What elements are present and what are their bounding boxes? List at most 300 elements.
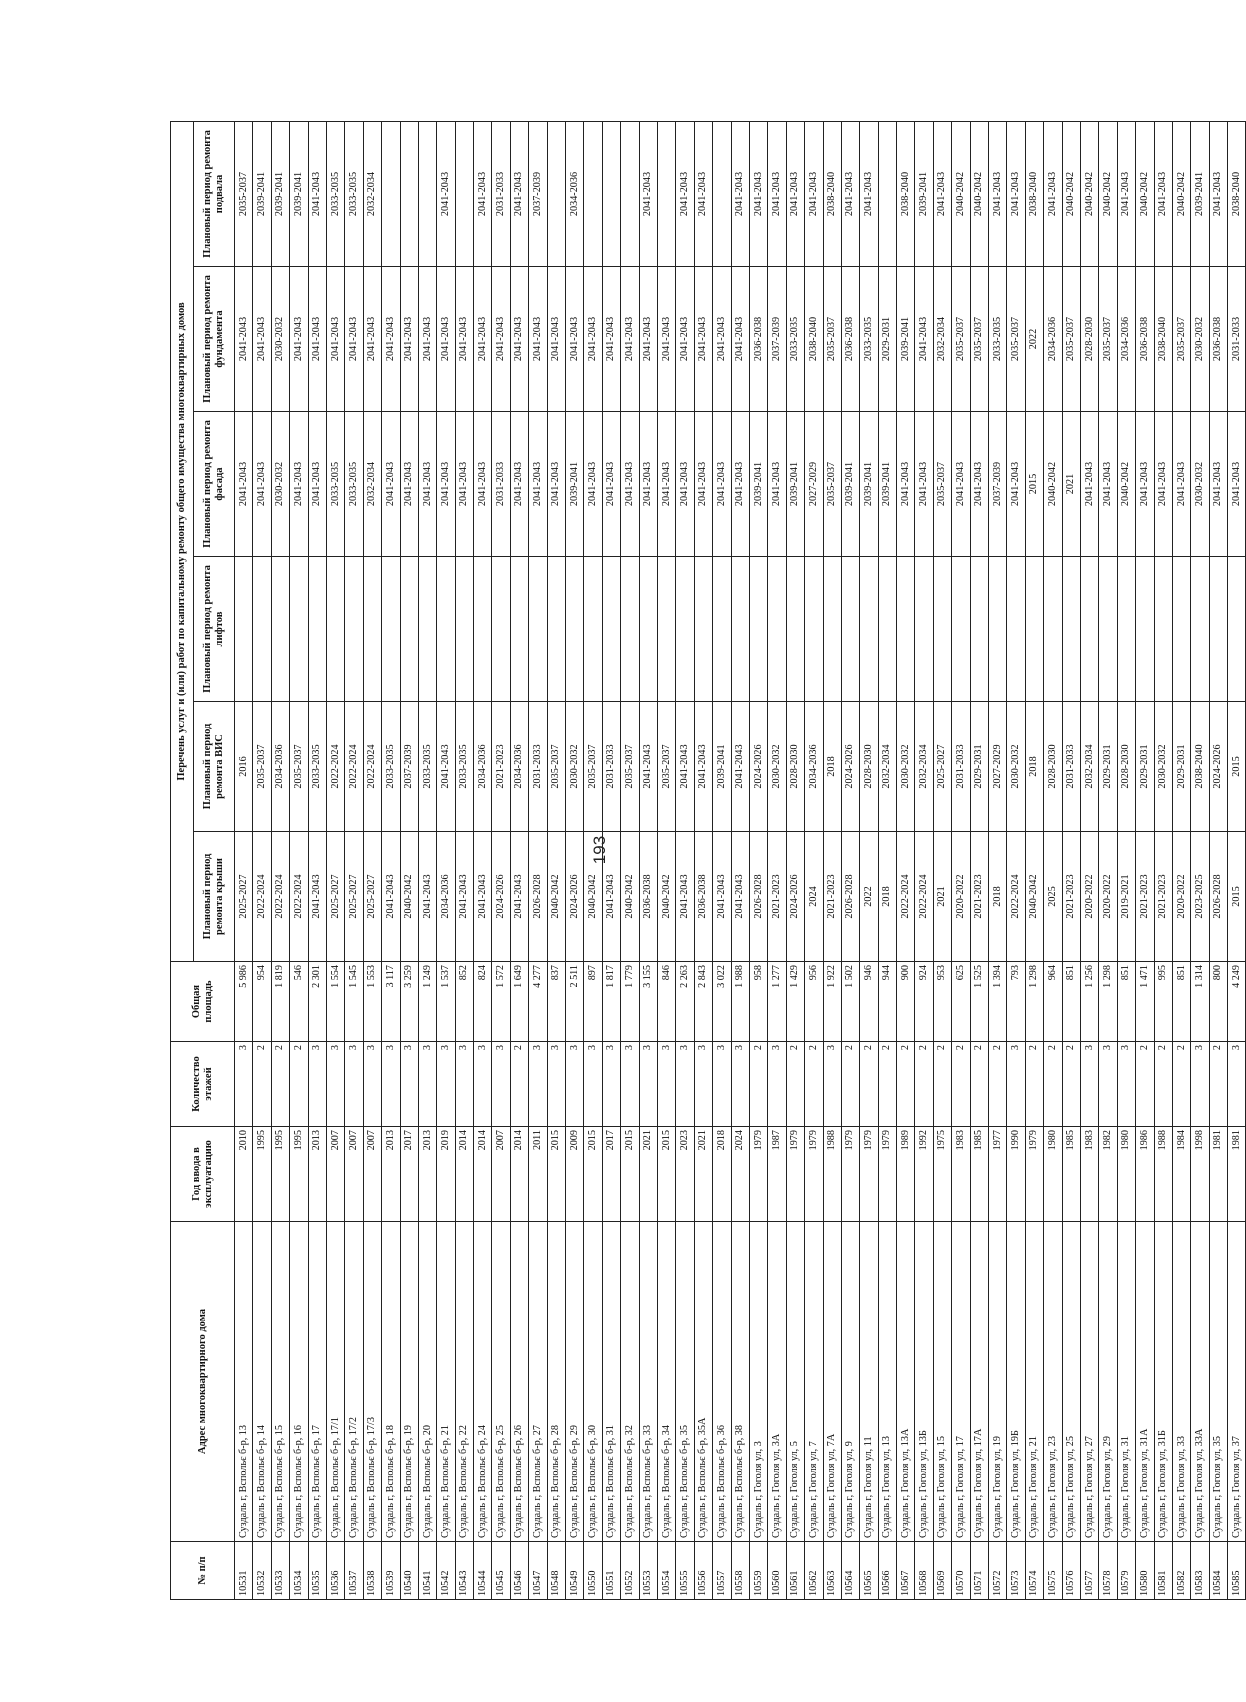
cell-area: 851 xyxy=(1172,962,1190,1042)
cell-floors: 2 xyxy=(989,1042,1007,1127)
cell-roof: 2024-2026 xyxy=(786,832,804,962)
cell-floors: 3 xyxy=(235,1042,253,1127)
cell-area: 1 471 xyxy=(1136,962,1154,1042)
cell-lift xyxy=(290,557,308,702)
cell-basement: 2041-2043 xyxy=(308,121,326,266)
cell-floors: 3 xyxy=(308,1042,326,1127)
cell-address: Суздаль г, Гоголя ул, 3 xyxy=(749,1222,767,1542)
cell-vis: 2041-2043 xyxy=(437,702,455,832)
cell-num: 10550 xyxy=(584,1542,602,1600)
cell-floors: 3 xyxy=(1191,1042,1209,1127)
cell-basement: 2041-2043 xyxy=(1007,121,1025,266)
cell-facade: 2041-2043 xyxy=(1228,412,1246,557)
cell-num: 10580 xyxy=(1136,1542,1154,1600)
cell-facade: 2041-2043 xyxy=(952,412,970,557)
cell-lift xyxy=(566,557,584,702)
cell-foundation: 2031-2033 xyxy=(1228,267,1246,412)
cell-floors: 2 xyxy=(1062,1042,1080,1127)
table-row xyxy=(474,121,492,1599)
cell-facade: 2041-2043 xyxy=(1172,412,1190,557)
cell-num: 10570 xyxy=(952,1542,970,1600)
cell-area: 1 298 xyxy=(1025,962,1043,1042)
cell-year: 2017 xyxy=(602,1127,620,1222)
cell-foundation: 2033-2035 xyxy=(860,267,878,412)
cell-floors: 3 xyxy=(713,1042,731,1127)
header-basement: Плановый период ремонта подвала xyxy=(194,121,235,266)
cell-roof: 2026-2028 xyxy=(749,832,767,962)
cell-facade: 2041-2043 xyxy=(437,412,455,557)
cell-area: 2 511 xyxy=(566,962,584,1042)
cell-roof: 2022-2024 xyxy=(271,832,289,962)
cell-basement: 2041-2043 xyxy=(676,121,694,266)
cell-basement: 2031-2033 xyxy=(492,121,510,266)
cell-facade: 2041-2043 xyxy=(253,412,271,557)
cell-num: 10536 xyxy=(326,1542,344,1600)
cell-area: 897 xyxy=(584,962,602,1042)
cell-address: Суздаль г, Вспольє б-р, 14 xyxy=(253,1222,271,1542)
cell-foundation: 2041-2043 xyxy=(345,267,363,412)
cell-address: Суздаль г, Вспольє б-р, 35 xyxy=(676,1222,694,1542)
cell-lift xyxy=(860,557,878,702)
cell-floors: 3 xyxy=(731,1042,749,1127)
cell-lift xyxy=(1209,557,1227,702)
cell-basement xyxy=(878,121,896,266)
cell-floors: 3 xyxy=(529,1042,547,1127)
cell-lift xyxy=(749,557,767,702)
cell-foundation: 2038-2040 xyxy=(805,267,823,412)
cell-basement: 2033-2035 xyxy=(326,121,344,266)
cell-address: Суздаль г, Вспольє б-р, 22 xyxy=(455,1222,473,1542)
cell-year: 2018 xyxy=(713,1127,731,1222)
cell-vis: 2041-2043 xyxy=(676,702,694,832)
cell-vis: 2033-2035 xyxy=(418,702,436,832)
cell-foundation: 2041-2043 xyxy=(382,267,400,412)
cell-lift xyxy=(1044,557,1062,702)
cell-vis: 2034-2036 xyxy=(271,702,289,832)
cell-foundation: 2041-2043 xyxy=(474,267,492,412)
cell-floors: 3 xyxy=(437,1042,455,1127)
cell-foundation: 2041-2043 xyxy=(639,267,657,412)
cell-num: 10577 xyxy=(1080,1542,1098,1600)
cell-floors: 3 xyxy=(1007,1042,1025,1127)
cell-floors: 3 xyxy=(418,1042,436,1127)
cell-num: 10535 xyxy=(308,1542,326,1600)
cell-lift xyxy=(492,557,510,702)
cell-area: 1 779 xyxy=(621,962,639,1042)
cell-facade: 2041-2043 xyxy=(400,412,418,557)
header-lift: Плановый период ремонта лифтов xyxy=(194,557,235,702)
cell-facade: 2027-2029 xyxy=(805,412,823,557)
cell-year: 2013 xyxy=(382,1127,400,1222)
table-row xyxy=(400,121,418,1599)
cell-num: 10532 xyxy=(253,1542,271,1600)
cell-roof: 2022 xyxy=(860,832,878,962)
cell-roof: 2021-2023 xyxy=(1154,832,1172,962)
cell-year: 2007 xyxy=(345,1127,363,1222)
cell-year: 2014 xyxy=(455,1127,473,1222)
cell-basement: 2041-2043 xyxy=(768,121,786,266)
cell-num: 10544 xyxy=(474,1542,492,1600)
cell-num: 10561 xyxy=(786,1542,804,1600)
cell-foundation: 2041-2043 xyxy=(326,267,344,412)
cell-foundation: 2035-2037 xyxy=(1062,267,1080,412)
table-row xyxy=(566,121,584,1599)
cell-address: Суздаль г, Гоголя ул, 5 xyxy=(786,1222,804,1542)
cell-num: 10560 xyxy=(768,1542,786,1600)
cell-floors: 3 xyxy=(602,1042,620,1127)
cell-year: 1995 xyxy=(290,1127,308,1222)
cell-facade: 2030-2032 xyxy=(271,412,289,557)
cell-foundation: 2041-2043 xyxy=(290,267,308,412)
cell-lift xyxy=(437,557,455,702)
cell-address: Суздаль г, Гоголя ул, 37 xyxy=(1228,1222,1246,1542)
cell-foundation: 2035-2037 xyxy=(970,267,988,412)
cell-roof: 2021-2023 xyxy=(823,832,841,962)
cell-year: 1979 xyxy=(805,1127,823,1222)
table-row xyxy=(308,121,326,1599)
cell-num: 10558 xyxy=(731,1542,749,1600)
table-row xyxy=(860,121,878,1599)
cell-vis: 2028-2030 xyxy=(786,702,804,832)
cell-foundation: 2038-2040 xyxy=(1154,267,1172,412)
cell-vis: 2018 xyxy=(1025,702,1043,832)
table-row xyxy=(363,121,381,1599)
cell-year: 2021 xyxy=(639,1127,657,1222)
cell-vis: 2032-2034 xyxy=(1080,702,1098,832)
cell-address: Суздаль г, Гоголя ул, 19Б xyxy=(1007,1222,1025,1542)
cell-roof: 2025-2027 xyxy=(345,832,363,962)
cell-lift xyxy=(529,557,547,702)
cell-foundation: 2041-2043 xyxy=(621,267,639,412)
cell-facade: 2031-2033 xyxy=(492,412,510,557)
cell-foundation: 2041-2043 xyxy=(676,267,694,412)
cell-lift xyxy=(1154,557,1172,702)
cell-lift xyxy=(805,557,823,702)
cell-floors: 3 xyxy=(657,1042,675,1127)
cell-area: 800 xyxy=(1209,962,1227,1042)
cell-basement: 2041-2043 xyxy=(694,121,712,266)
cell-facade: 2032-2034 xyxy=(363,412,381,557)
cell-year: 2015 xyxy=(547,1127,565,1222)
cell-facade: 2041-2043 xyxy=(1007,412,1025,557)
cell-num: 10578 xyxy=(1099,1542,1117,1600)
cell-vis: 2015 xyxy=(1228,702,1246,832)
cell-year: 1979 xyxy=(749,1127,767,1222)
cell-vis: 2031-2033 xyxy=(602,702,620,832)
cell-roof: 2020-2022 xyxy=(1172,832,1190,962)
cell-foundation: 2032-2034 xyxy=(933,267,951,412)
cell-facade: 2021 xyxy=(1062,412,1080,557)
cell-num: 10569 xyxy=(933,1542,951,1600)
cell-vis: 2028-2030 xyxy=(1117,702,1135,832)
cell-floors: 3 xyxy=(345,1042,363,1127)
cell-basement: 2039-2041 xyxy=(253,121,271,266)
cell-address: Суздаль г, Гоголя ул, 25 xyxy=(1062,1222,1080,1542)
cell-lift xyxy=(1025,557,1043,702)
cell-area: 2 263 xyxy=(676,962,694,1042)
cell-num: 10554 xyxy=(657,1542,675,1600)
cell-roof: 2020-2022 xyxy=(952,832,970,962)
cell-foundation: 2041-2043 xyxy=(694,267,712,412)
table-row xyxy=(602,121,620,1599)
table-row xyxy=(547,121,565,1599)
cell-roof: 2021-2023 xyxy=(1062,832,1080,962)
cell-vis: 2029-2031 xyxy=(1172,702,1190,832)
cell-lift xyxy=(400,557,418,702)
cell-address: Суздаль г, Вспольє б-р, 25 xyxy=(492,1222,510,1542)
cell-num: 10545 xyxy=(492,1542,510,1600)
cell-foundation: 2041-2043 xyxy=(253,267,271,412)
cell-address: Суздаль г, Вспольє б-р, 18 xyxy=(382,1222,400,1542)
cell-basement: 2038-2040 xyxy=(897,121,915,266)
table-row xyxy=(970,121,988,1599)
cell-area: 3 259 xyxy=(400,962,418,1042)
cell-basement: 2039-2041 xyxy=(1191,121,1209,266)
table-row xyxy=(1099,121,1117,1599)
cell-area: 837 xyxy=(547,962,565,1042)
cell-floors: 2 xyxy=(749,1042,767,1127)
header-facade: Плановый период ремонта фасада xyxy=(194,412,235,557)
cell-area: 953 xyxy=(933,962,951,1042)
cell-basement: 2041-2043 xyxy=(1209,121,1227,266)
cell-roof: 2026-2028 xyxy=(841,832,859,962)
cell-facade: 2041-2043 xyxy=(418,412,436,557)
cell-foundation: 2041-2043 xyxy=(915,267,933,412)
cell-foundation: 2041-2043 xyxy=(510,267,528,412)
table-row xyxy=(823,121,841,1599)
cell-lift xyxy=(1007,557,1025,702)
cell-roof: 2026-2028 xyxy=(529,832,547,962)
cell-floors: 3 xyxy=(492,1042,510,1127)
cell-floors: 2 xyxy=(1025,1042,1043,1127)
cell-roof: 2021-2023 xyxy=(768,832,786,962)
table-row xyxy=(1191,121,1209,1599)
cell-facade: 2041-2043 xyxy=(676,412,694,557)
cell-roof: 2041-2043 xyxy=(382,832,400,962)
cell-basement: 2041-2043 xyxy=(510,121,528,266)
cell-num: 10552 xyxy=(621,1542,639,1600)
table-row xyxy=(676,121,694,1599)
header-num: № п/п xyxy=(171,1542,235,1600)
table-row xyxy=(749,121,767,1599)
cell-address: Суздаль г, Гоголя ул, 17 xyxy=(952,1222,970,1542)
cell-roof: 2021-2023 xyxy=(970,832,988,962)
cell-area: 1 545 xyxy=(345,962,363,1042)
table-body xyxy=(235,121,1246,1599)
cell-foundation: 2028-2030 xyxy=(1080,267,1098,412)
cell-floors: 2 xyxy=(860,1042,878,1127)
cell-area: 1 249 xyxy=(418,962,436,1042)
cell-basement: 2039-2041 xyxy=(290,121,308,266)
cell-area: 851 xyxy=(1062,962,1080,1042)
cell-floors: 2 xyxy=(253,1042,271,1127)
cell-num: 10573 xyxy=(1007,1542,1025,1600)
cell-area: 4 249 xyxy=(1228,962,1246,1042)
table-row xyxy=(382,121,400,1599)
cell-roof: 2041-2043 xyxy=(474,832,492,962)
cell-area: 4 277 xyxy=(529,962,547,1042)
cell-floors: 3 xyxy=(1117,1042,1135,1127)
cell-year: 1983 xyxy=(952,1127,970,1222)
cell-foundation: 2041-2043 xyxy=(713,267,731,412)
cell-vis: 2016 xyxy=(235,702,253,832)
cell-foundation: 2030-2032 xyxy=(271,267,289,412)
table-row xyxy=(1228,121,1246,1599)
table-row xyxy=(418,121,436,1599)
cell-lift xyxy=(713,557,731,702)
cell-floors: 3 xyxy=(455,1042,473,1127)
cell-facade: 2039-2041 xyxy=(860,412,878,557)
table-row xyxy=(1117,121,1135,1599)
cell-address: Суздаль г, Гоголя ул, 13 xyxy=(878,1222,896,1542)
header-foundation: Плановый период ремонта фундамента xyxy=(194,267,235,412)
cell-facade: 2041-2043 xyxy=(768,412,786,557)
cell-foundation: 2041-2043 xyxy=(235,267,253,412)
table-row xyxy=(1007,121,1025,1599)
cell-foundation: 2036-2038 xyxy=(841,267,859,412)
cell-roof: 2041-2043 xyxy=(510,832,528,962)
cell-lift xyxy=(786,557,804,702)
cell-basement xyxy=(455,121,473,266)
cell-roof: 2021 xyxy=(933,832,951,962)
cell-facade: 2041-2043 xyxy=(235,412,253,557)
cell-lift xyxy=(363,557,381,702)
cell-year: 2019 xyxy=(437,1127,455,1222)
cell-address: Суздаль г, Гоголя ул, 3А xyxy=(768,1222,786,1542)
cell-lift xyxy=(455,557,473,702)
cell-year: 1998 xyxy=(1191,1127,1209,1222)
cell-lift xyxy=(1228,557,1246,702)
cell-lift xyxy=(841,557,859,702)
header-group: Перечень услуг и (или) работ по капитальному ремонту общего имущества многоквартирных домов xyxy=(171,121,194,961)
cell-year: 1980 xyxy=(1117,1127,1135,1222)
cell-lift xyxy=(602,557,620,702)
table-row xyxy=(1209,121,1227,1599)
cell-foundation: 2041-2043 xyxy=(437,267,455,412)
cell-year: 2015 xyxy=(621,1127,639,1222)
cell-facade: 2041-2043 xyxy=(694,412,712,557)
cell-vis: 2032-2034 xyxy=(915,702,933,832)
cell-floors: 2 xyxy=(1172,1042,1190,1127)
cell-year: 1983 xyxy=(1080,1127,1098,1222)
table-row xyxy=(1136,121,1154,1599)
cell-roof: 2041-2043 xyxy=(418,832,436,962)
cell-floors: 3 xyxy=(1228,1042,1246,1127)
cell-address: Суздаль г, Гоголя ул, 7А xyxy=(823,1222,841,1542)
cell-floors: 2 xyxy=(878,1042,896,1127)
cell-address: Суздаль г, Вспольє б-р, 16 xyxy=(290,1222,308,1542)
cell-foundation: 2041-2043 xyxy=(584,267,602,412)
cell-vis: 2030-2032 xyxy=(566,702,584,832)
cell-address: Суздаль г, Гоголя ул, 31А xyxy=(1136,1222,1154,1542)
cell-basement xyxy=(657,121,675,266)
cell-foundation: 2041-2043 xyxy=(400,267,418,412)
cell-floors: 2 xyxy=(271,1042,289,1127)
cell-year: 2009 xyxy=(566,1127,584,1222)
cell-vis: 2031-2033 xyxy=(529,702,547,832)
cell-facade: 2015 xyxy=(1025,412,1043,557)
cell-year: 2023 xyxy=(676,1127,694,1222)
cell-num: 10579 xyxy=(1117,1542,1135,1600)
cell-facade: 2041-2043 xyxy=(1136,412,1154,557)
cell-roof: 2025-2027 xyxy=(363,832,381,962)
cell-floors: 3 xyxy=(584,1042,602,1127)
cell-roof: 2040-2042 xyxy=(547,832,565,962)
cell-basement: 2032-2034 xyxy=(363,121,381,266)
cell-year: 1984 xyxy=(1172,1127,1190,1222)
cell-lift xyxy=(621,557,639,702)
cell-facade: 2041-2043 xyxy=(915,412,933,557)
cell-lift xyxy=(731,557,749,702)
cell-floors: 2 xyxy=(786,1042,804,1127)
cell-floors: 3 xyxy=(474,1042,492,1127)
cell-foundation: 2033-2035 xyxy=(786,267,804,412)
cell-facade: 2041-2043 xyxy=(1080,412,1098,557)
cell-vis: 2027-2029 xyxy=(989,702,1007,832)
cell-vis: 2035-2037 xyxy=(657,702,675,832)
cell-roof: 2025-2027 xyxy=(235,832,253,962)
cell-facade: 2041-2043 xyxy=(970,412,988,557)
cell-area: 3 155 xyxy=(639,962,657,1042)
cell-foundation: 2041-2043 xyxy=(492,267,510,412)
cell-vis: 2035-2037 xyxy=(290,702,308,832)
cell-area: 846 xyxy=(657,962,675,1042)
cell-lift xyxy=(1080,557,1098,702)
cell-num: 10543 xyxy=(455,1542,473,1600)
cell-basement: 2033-2035 xyxy=(345,121,363,266)
cell-floors: 2 xyxy=(510,1042,528,1127)
cell-year: 2013 xyxy=(418,1127,436,1222)
cell-facade: 2039-2041 xyxy=(566,412,584,557)
cell-foundation: 2034-2036 xyxy=(1044,267,1062,412)
cell-floors: 2 xyxy=(1044,1042,1062,1127)
cell-lift xyxy=(326,557,344,702)
cell-facade: 2041-2043 xyxy=(382,412,400,557)
cell-foundation: 2030-2032 xyxy=(1191,267,1209,412)
cell-lift xyxy=(271,557,289,702)
cell-address: Суздаль г, Вспольє б-р, 24 xyxy=(474,1222,492,1542)
cell-address: Суздаль г, Гоголя ул, 21 xyxy=(1025,1222,1043,1542)
table-row xyxy=(933,121,951,1599)
cell-basement: 2038-2040 xyxy=(1025,121,1043,266)
cell-facade: 2035-2037 xyxy=(933,412,951,557)
cell-basement: 2039-2041 xyxy=(271,121,289,266)
cell-vis: 2022-2024 xyxy=(345,702,363,832)
cell-facade: 2041-2043 xyxy=(602,412,620,557)
cell-foundation: 2039-2041 xyxy=(897,267,915,412)
cell-facade: 2037-2039 xyxy=(989,412,1007,557)
cell-vis: 2031-2033 xyxy=(952,702,970,832)
cell-foundation: 2022 xyxy=(1025,267,1043,412)
cell-vis: 2033-2035 xyxy=(382,702,400,832)
cell-basement: 2035-2037 xyxy=(235,121,253,266)
cell-lift xyxy=(639,557,657,702)
cell-basement: 2041-2043 xyxy=(805,121,823,266)
cell-year: 2014 xyxy=(474,1127,492,1222)
cell-facade: 2035-2037 xyxy=(823,412,841,557)
cell-address: Суздаль г, Вспольє б-р, 34 xyxy=(657,1222,675,1542)
cell-year: 1979 xyxy=(860,1127,878,1222)
cell-facade: 2041-2043 xyxy=(639,412,657,557)
cell-roof: 2015 xyxy=(1228,832,1246,962)
cell-floors: 3 xyxy=(1080,1042,1098,1127)
cell-lift xyxy=(915,557,933,702)
cell-area: 1 572 xyxy=(492,962,510,1042)
cell-area: 851 xyxy=(1117,962,1135,1042)
cell-facade: 2033-2035 xyxy=(345,412,363,557)
cell-vis: 2024-2026 xyxy=(841,702,859,832)
cell-address: Суздаль г, Вспольє б-р, 17/3 xyxy=(363,1222,381,1542)
